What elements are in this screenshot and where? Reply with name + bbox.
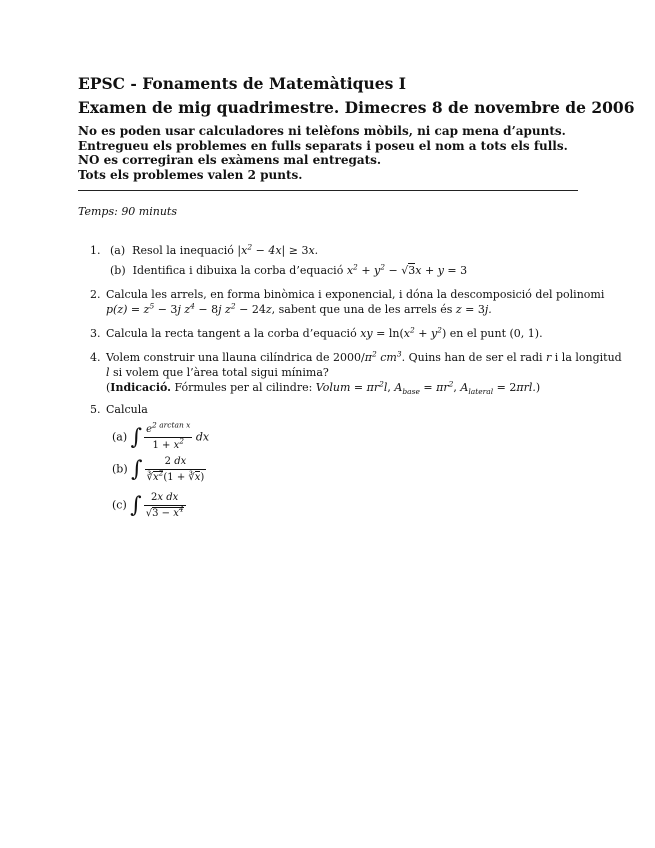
problem-text: . Quins han de ser el radi	[401, 351, 543, 364]
hint-text: Fórmules per al cilindre:	[174, 381, 313, 394]
part-label: (c)	[112, 498, 127, 512]
problem-text: Calcula la recta tangent a la corba d’equació	[106, 327, 357, 340]
problem-text: en el punt	[449, 327, 506, 340]
problem-text: i la longitud	[554, 351, 622, 364]
part-label: (b)	[112, 462, 128, 476]
problem-1b	[110, 263, 467, 278]
exam-instructions	[78, 124, 568, 182]
math-point: (0, 1).	[509, 327, 543, 340]
hint: (Indicació. Fórmules per al cilindre: Volum = $\pi r^2l$, $A_{base} = \pi r^2$, $A_{lateral} = 2\pi rl$.)	[106, 379, 541, 397]
integral-c: (c) ∫ $\frac{\text{2x dx}}{√3 - x^4}$	[112, 492, 184, 519]
math-root: z = 3j.	[455, 303, 492, 316]
part-text: Identifica i dibuixa la corba d’equació	[132, 264, 344, 277]
header-divider	[78, 190, 578, 191]
part-label: (a)	[112, 430, 128, 444]
problem-text: , sabent que una de les arrels és	[271, 303, 453, 316]
part-label: (a)	[110, 244, 126, 257]
math-polynomial: $p(z) = z^5 - 3j$ $z^4 - 8j$ $z^2 - 24z$	[106, 301, 272, 316]
part-label: (b)	[110, 264, 126, 277]
exam-page: EPSC - Fonaments de Matemàtiques I Examen de mig quadrimestre. Dimecres 8 de novembre de 2006 No es poden usar calculadores ni telèfons mòbils, ni cap mena d’apunts. Entregueu els problemes en fulls separats i poseu el nom a tots els fulls. NO es corregiran els exàmens mal entregats. Tots els problemes valen 2 punts. Temps: 90 minuts 1. (a) Resol la inequació $|x^2 - 4x| \ge 3x$. (b) Identifica i dibuixa la corba d’equació $x^2 + y^2 - √3x + y = 3$ 2. Calcula les arrels, en forma binòmica i exponencial, i dóna la descomposició del polinomi $p(z) = z^5 - 3j$ $z^4 - 8j$ $z^2 - 24z$, sabent que una de les arrels és z = 3j. 3. Calcula la recta tangent a la corba d’equació xy = $\ln(x^2 + y^2)$ en el punt (0, 1). 4. Volem construir una llauna cilíndrica de $2000/\pi^2$ $cm^3$. Quins han de ser el radi r i la longitud l si volem que l’àrea total sigui mínima? (Indicació. Fórmules per al cilindre: Volum = $\pi r^2l$, $A_{base} = \pi r^2$, $A_{lateral} = 2\pi rl$.) 5. Calcula (a) ∫ $\frac{e^{2 arctan x}}{1 + x^2}$ dx (b) ∫ $\frac{2 dx}{∛x^2(1 + ∛x)}$ (c) ∫ $\frac{\text{2x dx}}{√3 - x^4}$	[78, 74, 635, 519]
integral-b: (b) ∫ $\frac{2 dx}{∛x^2(1 + ∛x)}$	[112, 456, 205, 483]
problem-number: 3.	[90, 327, 101, 340]
integral-a: (a) ∫ $\frac{e^{2 arctan x}}{1 + x^2}$ dx	[112, 420, 210, 451]
problem-text: Volem construir una llauna cilíndrica de	[106, 351, 330, 364]
math-volume: $2000/\pi^2$ $cm^3$	[333, 349, 402, 364]
math-inequality: $|x^2 - 4x| \ge 3x$.	[237, 242, 319, 257]
exam-title: EPSC - Fonaments de Matemàtiques I	[78, 74, 406, 93]
integral-sign: ∫	[131, 456, 143, 482]
problem-1a	[110, 243, 318, 258]
problem-text: Calcula	[106, 403, 148, 416]
part-text: Resol la inequació	[132, 244, 234, 257]
problem-number: 2.	[90, 288, 101, 301]
problem-number: 1.	[90, 244, 101, 257]
exam-subtitle: Examen de mig quadrimestre. Dimecres 8 de novembre de 2006	[78, 98, 635, 117]
instruction-line: No es poden usar calculadores ni telèfons mòbils, ni cap mena d’apunts.	[78, 124, 566, 138]
math-curve: xy = $\ln(x^2 + y^2)$	[360, 325, 447, 340]
integral-sign: ∫	[130, 492, 142, 518]
time-limit: Temps: 90 minuts	[78, 205, 177, 218]
problem-number: 4.	[90, 351, 101, 364]
instruction-line: Entregueu els problemes en fulls separats i poseu el nom a tots els fulls.	[78, 138, 568, 153]
math-curve-equation: $x^2 + y^2 - √3x + y = 3$	[346, 262, 468, 277]
problem-number: 5.	[90, 403, 101, 416]
problem-text: Calcula les arrels, en forma binòmica i exponencial, i dóna la descomposició del polinomi	[106, 288, 605, 301]
instruction-line: Tots els problemes valen 2 punts.	[78, 167, 303, 182]
integral-sign: ∫	[130, 424, 143, 450]
hint-label: Indicació.	[110, 381, 171, 394]
instruction-line: NO es corregiran els exàmens mal entregats.	[78, 153, 382, 168]
math-formulas: Volum = $\pi r^2l$, $A_{base} = \pi r^2$, $A_{lateral} = 2\pi rl$.	[315, 379, 536, 397]
problem-text: si volem que l’àrea total sigui mínima?	[113, 366, 329, 379]
